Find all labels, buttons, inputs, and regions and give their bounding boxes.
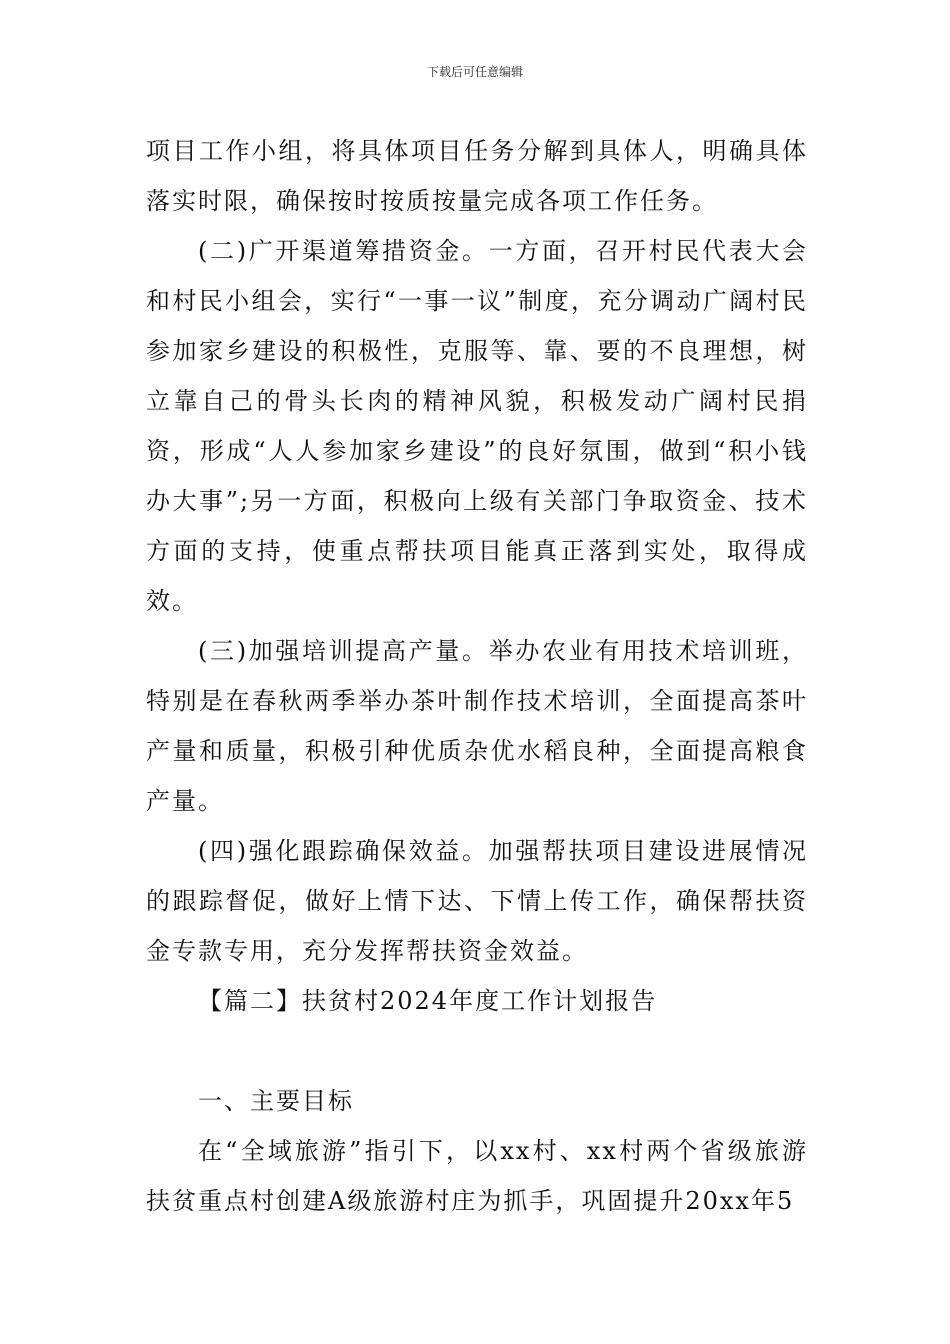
document-body	[146, 126, 808, 1226]
paragraph-goals-intro: 在“全域旅游”指引下，以xx村、xx村两个省级旅游扶贫重点村创建A级旅游村庄为抓手，巩固提升20xx年5	[146, 1137, 808, 1215]
paragraph-section-3: (三)加强培训提高产量。举办农业有用技术培训班，特别是在春秋两季举办茶叶制作技术培训，全面提高茶叶产量和质量，积极引种优质杂优水稻良种，全面提高粮食产量。	[146, 637, 808, 815]
page-header-watermark: 下载后可任意编辑	[426, 65, 523, 79]
paragraph-continuation: 项目工作小组，将具体项目任务分解到具体人，明确具体落实时限，确保按时按质按量完成各项工作任务。	[146, 137, 808, 215]
heading-main-goals: 一、主要目标	[198, 1087, 354, 1115]
paragraph-section-2: (二)广开渠道筹措资金。一方面，召开村民代表大会和村民小组会，实行“一事一议”制度，充分调动广阔村民参加家乡建设的积极性，克服等、靠、要的不良理想，树立靠自己的骨头长肉的精神风貌，积极发动广阔村民捐资，形成“人人参加家乡建设”的良好氛围，做到“积小钱办大事”;另一方面，积极向上级有关部门争取资金、技术方面的支持，使重点帮扶项目能真正落到实处，取得成效。	[146, 237, 808, 615]
article-2-title: 【篇二】扶贫村2024年度工作计划报告	[198, 987, 658, 1015]
paragraph-section-4: (四)强化跟踪确保效益。加强帮扶项目建设进展情况的跟踪督促，做好上情下达、下情上传工作，确保帮扶资金专款专用，充分发挥帮扶资金效益。	[146, 837, 808, 965]
